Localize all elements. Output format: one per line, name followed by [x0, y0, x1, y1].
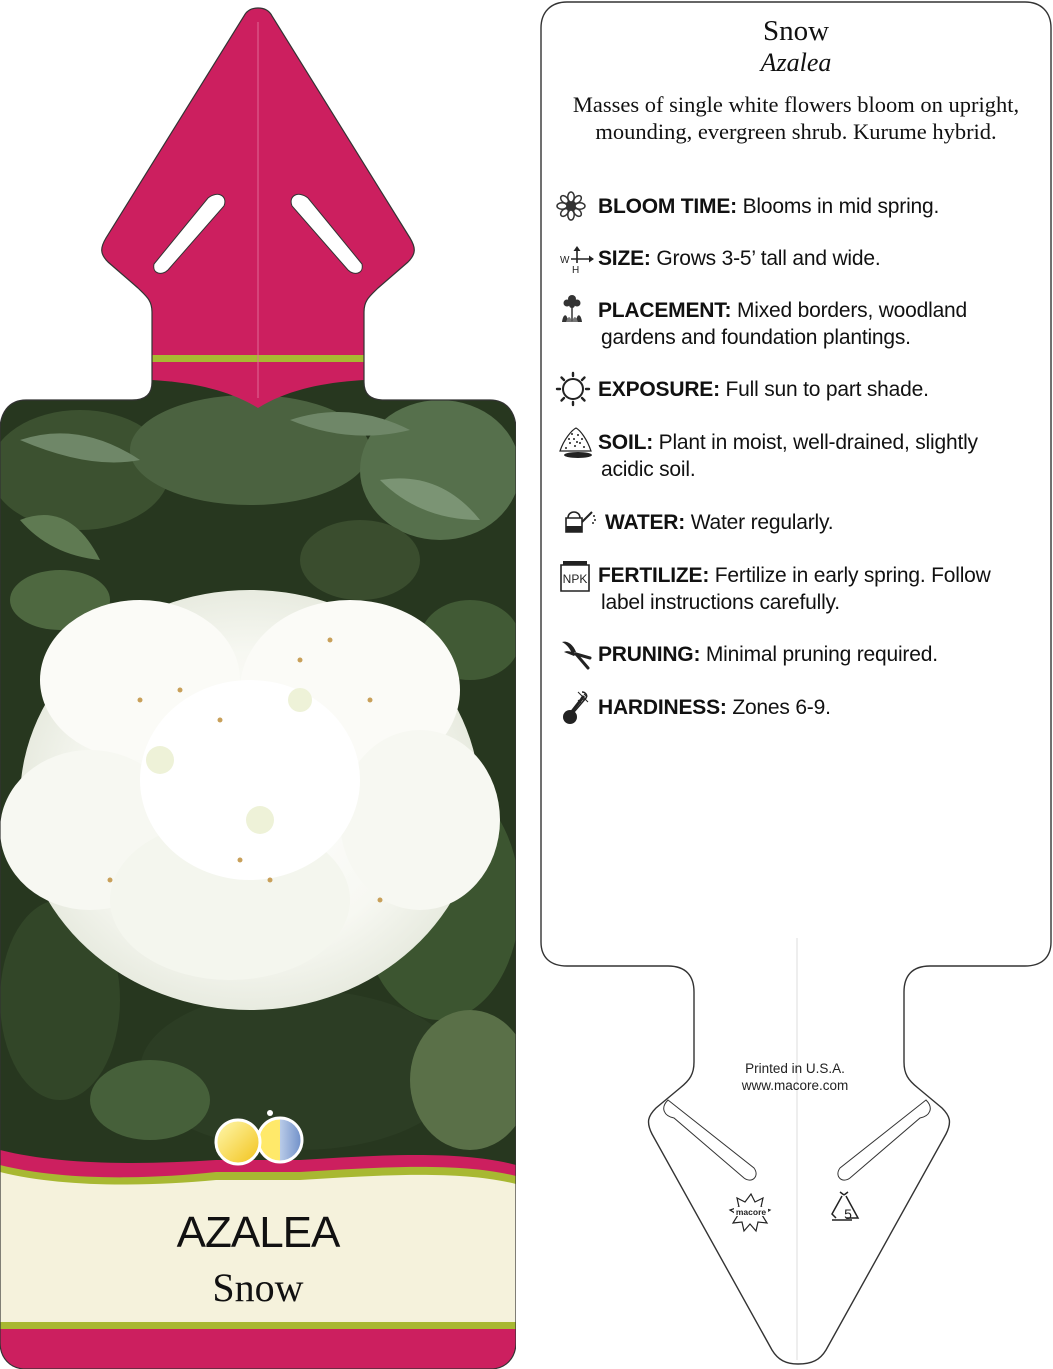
care-size	[598, 245, 1028, 272]
flower-icon	[557, 192, 585, 220]
care-text: Water regularly.	[690, 511, 834, 534]
care-text-continued: gardens and foundation plantings.	[601, 326, 911, 349]
care-exposure	[598, 376, 1028, 403]
care-text: Plant in moist, well-drained, slightly	[658, 431, 978, 454]
website-text: www.macore.com	[741, 1078, 849, 1093]
care-bloom-time	[598, 193, 1028, 220]
care-text: Blooms in mid spring.	[742, 195, 940, 218]
care-soil	[598, 429, 1028, 483]
svg-text:macore: macore	[735, 1207, 767, 1217]
care-text-continued: acidic soil.	[601, 458, 696, 481]
front-subtitle: Snow	[212, 1265, 304, 1310]
care-label: HARDINESS:	[598, 696, 727, 719]
svg-text:W: W	[560, 255, 570, 266]
svg-text:5: 5	[844, 1206, 852, 1222]
care-text: Zones 6-9.	[732, 696, 831, 719]
care-pruning	[598, 641, 1028, 668]
care-text: Minimal pruning required.	[705, 643, 938, 666]
care-label: PLACEMENT:	[598, 299, 732, 322]
care-label: BLOOM TIME:	[598, 195, 737, 218]
npk-bag-icon	[561, 561, 589, 591]
care-text: Grows 3-5’ tall and wide.	[656, 247, 881, 270]
care-text: Full sun to part shade.	[725, 378, 929, 401]
plant-description: Masses of single white flowers bloom on upright, mounding, evergreen shrub. Kurume hybrid.	[572, 92, 1020, 144]
svg-text:H: H	[572, 265, 580, 276]
plant-name: Snow	[762, 15, 830, 47]
care-placement	[598, 297, 1028, 351]
care-water	[605, 509, 1035, 536]
care-fertilize	[598, 562, 1028, 616]
front-title: AZALEA	[176, 1208, 340, 1257]
svg-text:NPK: NPK	[562, 572, 588, 586]
care-label: WATER:	[605, 511, 686, 534]
care-text: Fertilize in early spring. Follow	[714, 564, 991, 587]
care-text-continued: label instructions carefully.	[601, 591, 840, 614]
care-hardiness	[598, 694, 1028, 721]
printer-info	[700, 1060, 890, 1094]
printed-in-text: Printed in U.S.A.	[745, 1061, 845, 1076]
care-text: Mixed borders, woodland	[736, 299, 968, 322]
care-label: EXPOSURE:	[598, 378, 720, 401]
care-label: PRUNING:	[598, 643, 701, 666]
care-label: FERTILIZE:	[598, 564, 710, 587]
plant-species: Azalea	[760, 48, 832, 77]
care-label: SOIL:	[598, 431, 653, 454]
care-label: SIZE:	[598, 247, 651, 270]
